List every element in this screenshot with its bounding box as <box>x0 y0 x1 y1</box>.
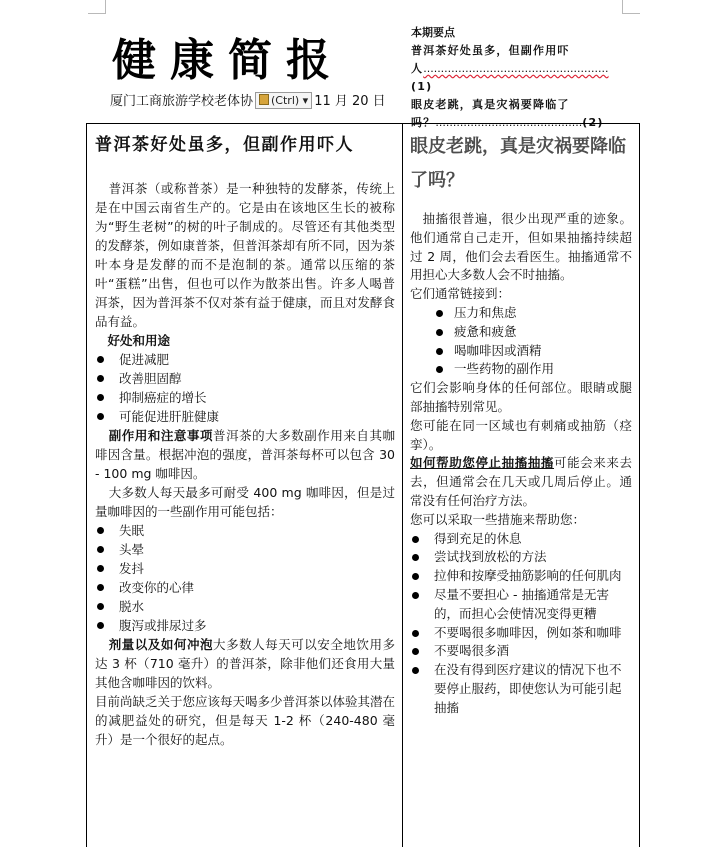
measures-list <box>410 530 632 718</box>
triggers-list <box>410 304 632 379</box>
side-effects-text: 普洱茶的大多数副作用来自其咖啡因含量。根据冲泡的强度，普洱茶每杯可以包含 30 - 100 mg 咖啡因。 <box>95 428 395 481</box>
article-1-title: 普洱茶好处虽多，但副作用吓人 <box>95 135 354 155</box>
triggers-heading: 它们通常链接到： <box>410 286 511 302</box>
list-item: 可能促进肝脏健康 <box>95 407 395 426</box>
issue-date: 11 月 20 日 <box>314 94 386 109</box>
list-item: 抑制癌症的增长 <box>95 388 395 407</box>
article-puer-tea <box>95 128 395 749</box>
help-heading: 如何帮助您停止抽搐抽搐 <box>410 455 555 471</box>
page-corner-mark-right <box>622 0 640 14</box>
article-2-intro: 抽搐很普遍，很少出现严重的迹象。他们通常自己走开，但如果抽搐持续超过 2 周，他们会去看医生。抽搐通常不用担心大多数人会不时抽搐。 <box>410 211 632 283</box>
list-item: 失眠 <box>95 521 395 540</box>
highlight-item-1[interactable] <box>411 42 626 96</box>
highlights-title: 本期要点 <box>411 26 455 39</box>
highlight-item-2-page: (2) <box>582 116 604 129</box>
list-item: 促进减肥 <box>95 350 395 369</box>
dosage-heading: 剂量以及如何冲泡 <box>108 637 214 652</box>
list-item: 一些药物的副作用 <box>410 360 632 379</box>
help-text: 可能会来来去去，但通常会在几天或几周后停止。通常没有任何治疗方法。 <box>410 455 632 508</box>
article-1-closing: 目前尚缺乏关于您应该每天喝多少普洱茶以体验其潜在的减肥益处的研究，但是每天 1-2 杯（240-480 毫升）是一个很好的起点。 <box>95 694 396 747</box>
list-item: 改善胆固醇 <box>95 369 395 388</box>
org-name: 厦门工商旅游学校老体协 <box>110 94 254 109</box>
column-divider <box>402 123 403 847</box>
help-paragraph <box>410 454 632 510</box>
cramp-text: 您可能在同一区域也有刺痛或抽筋（痉挛）。 <box>410 417 632 452</box>
dosage-paragraph <box>95 635 395 692</box>
toc-leader-dots: .......................................... <box>435 116 583 129</box>
list-item: 压力和焦虑 <box>410 304 632 323</box>
list-item: 头晕 <box>95 540 395 559</box>
list-item: 腹泻或排尿过多 <box>95 616 395 635</box>
list-item: 不要喝很多咖啡因，例如茶和咖啡 <box>410 624 632 643</box>
paste-options-label: (Ctrl) <box>271 94 300 107</box>
highlight-item-2-text: 眼皮老跳，真是灾祸要降临了吗？ <box>411 98 570 129</box>
article-1-intro: 普洱茶（或称普茶）是一种独特的发酵茶，传统上是在中国云南省生产的。它是由在该地区生长的被称为“野生老树”的树的叶子制成的。尽管还有其他类型的发酵茶，例如康普茶，但普洱茶却有所不同，因为茶叶本身是发酵的而不是泡制的茶。通常以压缩的茶叶“蛋糕”出售，但也可以作为散茶出售。许多人喝普洱茶，因为普洱茶不仅对茶有益于健康，而且对发酵食品有益。 <box>95 181 396 329</box>
list-item: 发抖 <box>95 559 395 578</box>
dosage-text: 大多数人每天可以安全地饮用多达 3 杯（710 毫升）的普洱茶，除非他们还食用大量其他含咖啡因的饮料。 <box>95 637 395 690</box>
article-eyelid-twitch <box>410 128 632 718</box>
list-item: 拉伸和按摩受抽筋影响的任何肌肉 <box>410 567 632 586</box>
highlight-item-1-page: (1) <box>411 80 433 93</box>
clipboard-icon <box>259 94 269 105</box>
list-item: 改变你的心律 <box>95 578 395 597</box>
list-item: 尝试找到放松的方法 <box>410 548 632 567</box>
list-item: 喝咖啡因或酒精 <box>410 342 632 361</box>
page-corner-mark-left <box>88 0 106 14</box>
list-item: 在没有得到医疗建议的情况下也不要停止服药，即使您认为可能引起抽搐 <box>410 661 632 717</box>
benefits-list <box>95 350 395 426</box>
side-effects-intro: 大多数人每天最多可耐受 400 mg 咖啡因，但是过量咖啡因的一些副作用可能包括： <box>95 485 395 519</box>
paste-options-button[interactable]: (Ctrl) ▾ <box>255 92 312 109</box>
list-item: 脱水 <box>95 597 395 616</box>
side-effects-list <box>95 521 395 635</box>
list-item: 得到充足的休息 <box>410 530 632 549</box>
side-effects-heading: 副作用和注意事项 <box>108 428 214 443</box>
toc-leader-dots: ..................................................... <box>423 62 609 75</box>
list-item: 尽量不要担心 - 抽搐通常是无害的，而担心会使情况变得更糟 <box>410 586 632 624</box>
highlight-item-1-text: 普洱茶好处虽多，但副作用吓人 <box>411 44 570 75</box>
list-item: 不要喝很多酒 <box>410 642 632 661</box>
list-item: 疲惫和疲惫 <box>410 323 632 342</box>
newsletter-masthead: 健康简报 <box>112 35 344 86</box>
benefits-heading: 好处和用途 <box>107 333 171 348</box>
org-date-line <box>110 90 386 109</box>
measures-heading: 您可以采取一些措施来帮助您： <box>410 511 586 527</box>
issue-highlights <box>411 24 626 132</box>
article-2-title: 眼皮老跳，真是灾祸要降临了吗？ <box>410 136 626 191</box>
body-parts-text: 它们会影响身体的任何部位。眼睛或腿部抽搐特别常见。 <box>410 380 632 414</box>
side-effects-paragraph <box>95 426 395 483</box>
